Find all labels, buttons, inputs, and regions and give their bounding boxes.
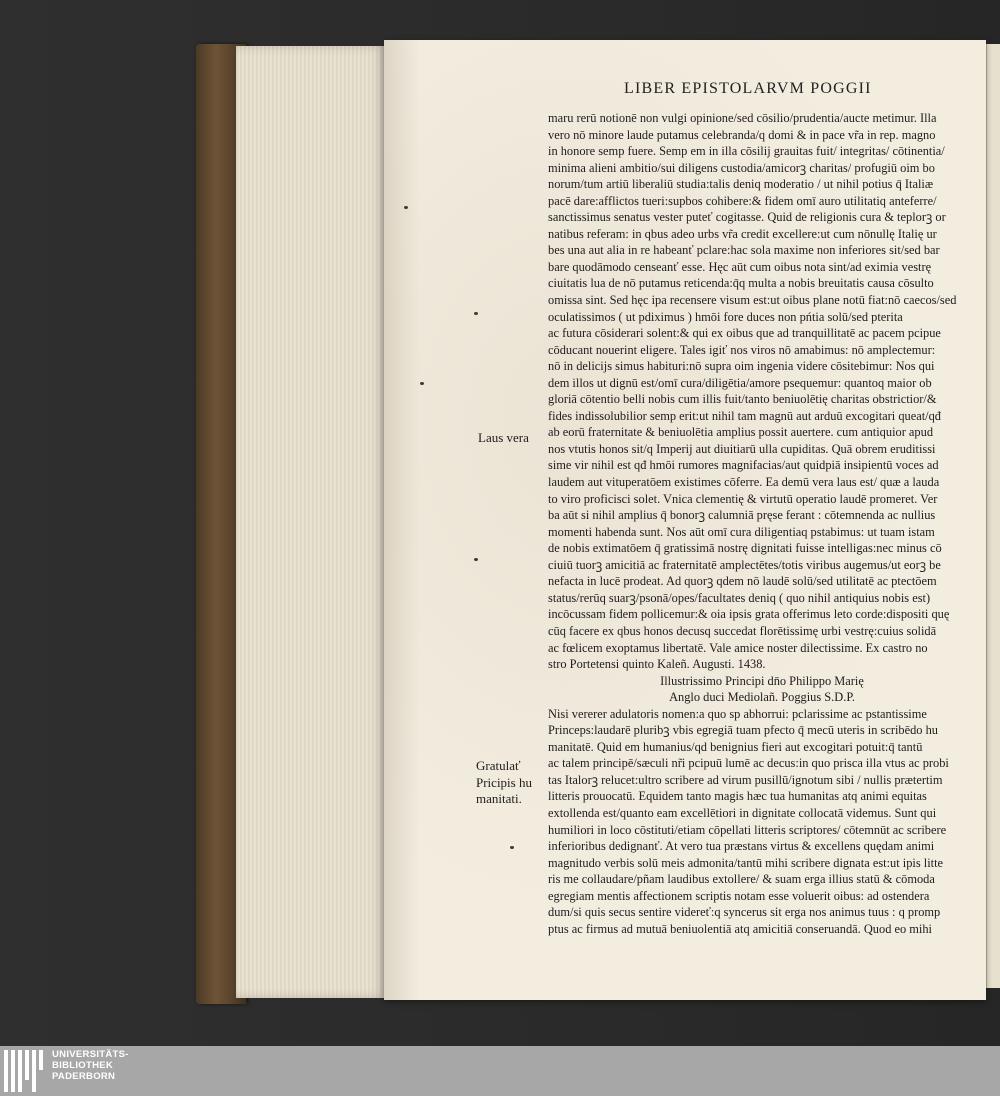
text-line: nō in delicijs simus habituri:nō supra oim ingenia videre cōsitebimur: Nos qui	[548, 359, 935, 374]
text-line: oculatissimos ( ut pdiximus ) hmōi fore duces non pńtia solū/sed pterita	[548, 309, 903, 324]
facing-page-edge	[986, 44, 1000, 988]
running-title: LIBER EPISTOLARVM POGGII	[624, 80, 872, 97]
text-line: extollenda est/quanto eam excellētiori in dignitate collocatā videmus. Sunt qui	[548, 805, 937, 820]
text-line: Illustrissimo Principi dn̄o Philippo Marię	[660, 673, 864, 688]
text-line: nos vtutis honos sit/q Imperij aut diuitiarū ulla cupiditas. Quā obrem eruditissi	[548, 441, 936, 456]
text-line: gloriā cōtentio belli nobis cum illis fuit/tanto beniuolētię charitas obstrictior/&	[548, 392, 937, 407]
text-line: maru rerū notionē non vulgi opinione/sed cōsilio/prudentia/aucte metimur. Illa	[548, 111, 937, 125]
text-line: norum/tum artiū liberaliū studia:talis deniq moderatio / ut nihil potius q̄ Italiæ	[548, 177, 934, 192]
margin-mark	[404, 206, 408, 209]
text-line: vero nō minore laude putamus celebranda/q domi & in pace vr̃a in rep. magno	[548, 127, 936, 142]
text-line: de nobis extimatōem q̄ gratissimā nostrę dignitati fuisse intelligas:nec minus cō	[548, 541, 942, 556]
text-line: fides indissolubilior semp erit:ut nihil tam magnū aut arduū excogitari queat/qđ	[548, 408, 941, 423]
text-line: pacē dare:afflictos tueri:supbos cohibere:& fidem omī auro utilitatiq anteferre/	[548, 193, 937, 208]
text-line: egregiam mentis affectionem scriptis notam esse voluerit oibus: ad ostendera	[548, 888, 930, 903]
text-line: cūq facere ex qbus honos decusq succedat florētissimę urbi vestrę:cuius solidā	[548, 623, 937, 638]
letter-two-heading	[548, 673, 976, 706]
text-line: manitatē. Quid em humanius/qd benignius fieri aut excogitari potuit:q̄ tantū	[548, 739, 923, 754]
text-line: litteris prouocatū. Equidem tanto magis hæc tua humanitas atq animi equitas	[548, 789, 927, 804]
text-line: ac fœlicem exoptamus libertatē. Vale amice noster dilectissime. Ex castro no	[548, 640, 928, 655]
marginal-note-laus-vera	[478, 430, 529, 447]
library-name-line: UNIVERSITÄTS-	[52, 1049, 129, 1060]
text-line: incōcussam fidem pollicemur:& oia ipsis grata offerimus leto corde:dispositi quę	[548, 607, 950, 622]
text-line: ab eorū fraternitate & beniuolētia amplius possit auertere. cum antiquior apud	[548, 425, 934, 440]
library-name-line: BIBLIOTHEK	[52, 1060, 114, 1071]
text-line: stro Portetensi quinto Kaleñ. Augusti. 1438.	[548, 657, 766, 672]
library-name	[52, 1049, 129, 1082]
text-line: ac futura cōsiderari solent:& qui ex oibus que ad tranquillitatē ac pacem pcipue	[548, 326, 941, 341]
text-line: tas Italorꝫ relucet:ultro scribere ad virum pusillū/ignotum sibi / nullis prætertim	[548, 772, 943, 787]
text-line: omissa sint. Sed hęc ipa recensere visum est:ut oibus plane notū fiat:nō caecos/sed	[548, 293, 957, 308]
marginal-note-line: Pricipis hu	[476, 774, 532, 790]
text-line: dum/si quis secus sentire videreť:q syncerus sit erga nos animus tuus : q promp	[548, 905, 941, 920]
text-line: dem illos ut dignū est/omī cura/diligētia/amore psequemur: quantoq maior ob	[548, 375, 932, 390]
marginal-note-text: Laus vera	[478, 430, 529, 445]
margin-mark	[420, 382, 424, 385]
text-line: laudem aut vituperatōem existimes cōferre. Ea demū vera laus est/ quæ a lauda	[548, 475, 940, 490]
text-line: ac talem principē/sæculi nr̃i pcipuū lumē ac decus:in quo prisca illa vtus ac probi	[548, 756, 949, 771]
marginal-note-gratulatur	[476, 758, 532, 808]
text-line: ba aūt si nihil amplius q̄ bonorꝫ calumniā pręse ferant : cōtemnenda ac nullius	[548, 508, 936, 523]
letter-two-text	[548, 706, 976, 938]
text-line: ris me collaudare/pñam laudibus extollere/ & suam erga illius statū & cōmoda	[548, 872, 935, 887]
text-line: Anglo duci Mediolañ. Poggius S.D.P.	[669, 690, 855, 705]
text-line: sanctissimus senatus vester puteť cogitasse. Quid de religionis cura & teplorꝫ or	[548, 210, 946, 225]
text-line: ciuitatis lua de nō putamus reticenda:q̄q multa a nobis breuitatis causa cōsulto	[548, 276, 934, 291]
text-line: sime vir nihil est qđ hmōi rumores magnifacias/aut quidpiā insipientū voces ad	[548, 458, 939, 473]
main-text-block	[548, 110, 976, 937]
text-line: nefacta in lucē prodeat. Ad quorꝫ qdem nō laudē solū/sed utilitatē ac ptectōem	[548, 574, 937, 589]
text-line: natibus referam: in qbus adeo urbs vr̃a credit excellere:ut cum nōnullę Italię ur	[548, 226, 937, 241]
library-name-line: PADERBORN	[52, 1071, 116, 1082]
text-line: bare quodāmodo censeanť esse. Hęc aūt cum oibus nota sint/ad eximia vestrę	[548, 259, 932, 274]
letter-one-text	[548, 110, 976, 673]
margin-mark	[510, 846, 514, 849]
marginal-note-line: Gratulať	[476, 758, 521, 773]
text-line: minima alieni ambitio/sui diligens custodia/amicorꝫ charitas/ profugiū oim bo	[548, 160, 935, 175]
text-line: in honore semp fuere. Semp em in illa cōsilij grauitas fuit/ integritas/ cōtinentia/	[548, 144, 945, 159]
text-line: Nisi vererer adulatoris nomen:a quo sp abhorrui: pclarissime ac pstantissime	[548, 706, 927, 721]
text-line: momenti habenda sunt. Nos aūt omī cura diligentiaq pstabimus: ut tuam istam	[548, 524, 935, 539]
text-line: to viro proficisci solet. Vnica clementię & virtutū operatio laudē promeret. Ver	[548, 491, 938, 506]
library-footer-bar	[0, 1046, 1000, 1096]
text-line: magnitudo verbis solū meis admonita/tantū mihi scribere dignata est:ut ipis litte	[548, 855, 944, 870]
text-line: bes una aut alia in re habeanť pclare:hac sola maxime non inferiores sit/sed bar	[548, 243, 940, 258]
text-line: inferioribus dedignanť. At vero tua præstans virtus & excellens quędam animi	[548, 839, 935, 854]
text-line: Princeps:laudarē pluribꝫ vbis egregiā tuam pfecto q̄ mecū uteris in scribēdo hu	[548, 723, 938, 738]
stacked-page-edges	[236, 46, 386, 998]
marginal-note-line: manitati.	[476, 791, 522, 806]
text-line: ptus ac firmus ad mutuā beniuolentiā atq amicitiā conseruandā. Quod eo mihi	[548, 921, 933, 936]
margin-mark	[474, 312, 478, 315]
text-line: ciuiū tuorꝫ amicitiā ac fraternitatē amplectētes/totis viribus augemus/ut eorꝫ be	[548, 557, 941, 572]
text-line: humiliori in loco cōstituti/etiam cōpellati litteris scriptores/ cōtemnūt ac scribere	[548, 822, 947, 837]
text-line: status/rerūq suarꝫ/psonā/opes/facultates deniq ( quo nihil antiquius nobis est)	[548, 590, 931, 605]
text-line: cōducant nouerint eligere. Tales igiť nos viros nō amabimus: nō amplectemur:	[548, 342, 936, 357]
margin-mark	[474, 558, 478, 561]
